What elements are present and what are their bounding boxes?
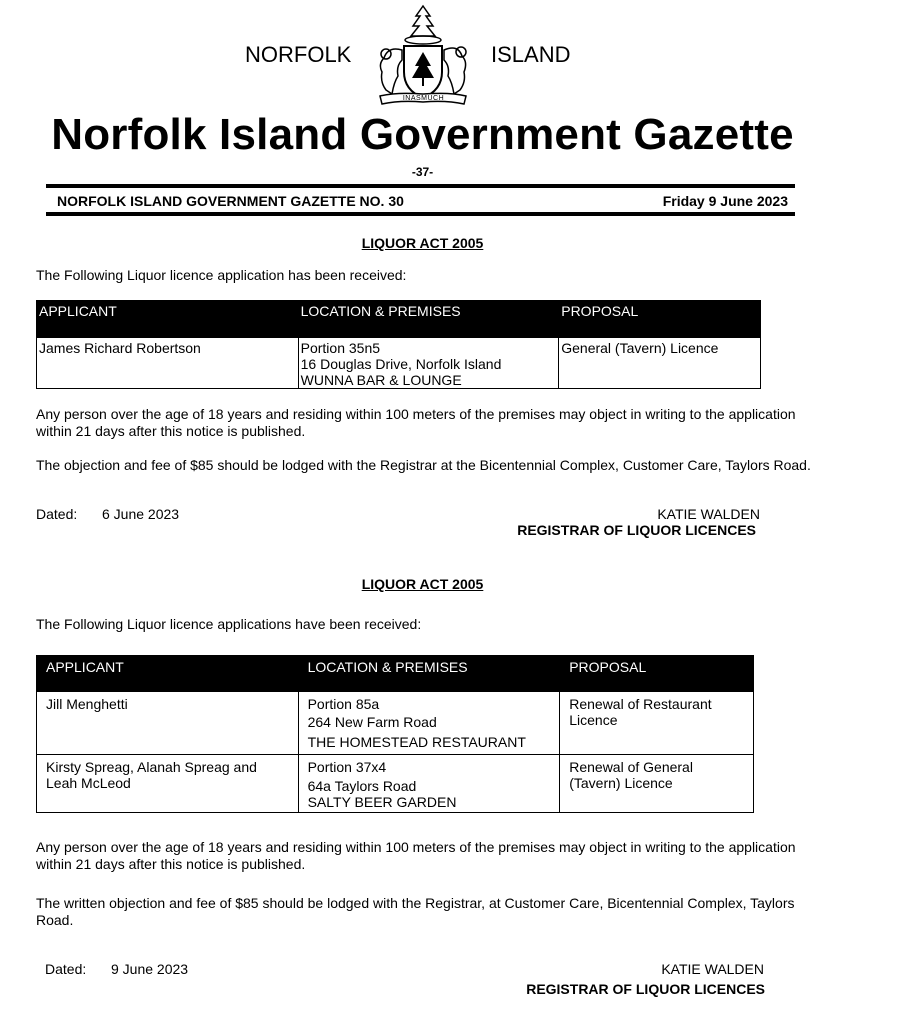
table-row <box>37 692 754 755</box>
location-address: 264 New Farm Road <box>307 714 437 730</box>
masthead-left-word: NORFOLK <box>245 42 352 67</box>
proposal-cell: Renewal of Restaurant Licence <box>560 692 754 755</box>
location-portion: Portion 37x4 <box>307 759 387 775</box>
notice2-dated-label: Dated: <box>45 961 87 977</box>
notice2-heading: LIQUOR ACT 2005 <box>361 576 484 592</box>
location-premises: THE HOMESTEAD RESTAURANT <box>307 734 526 750</box>
applicant-cell: James Richard Robertson <box>37 338 299 389</box>
column-header-proposal: PROPOSAL <box>560 656 754 692</box>
location-premises: WUNNA BAR & LOUNGE <box>300 372 462 388</box>
applicant-cell: Jill Menghetti <box>37 692 299 755</box>
masthead-right-word: ISLAND <box>491 42 571 67</box>
proposal-cell: Renewal of General (Tavern) Licence <box>560 755 754 813</box>
gazette-number: NORFOLK ISLAND GOVERNMENT GAZETTE NO. 30 <box>57 193 404 209</box>
location-address: 64a Taylors Road <box>307 778 417 794</box>
location-premises: SALTY BEER GARDEN <box>307 794 457 810</box>
column-header-applicant: APPLICANT <box>37 301 299 338</box>
notice1-intro: The Following Liquor licence application has been received: <box>36 267 407 283</box>
table-header-row <box>37 301 761 338</box>
column-header-applicant: APPLICANT <box>37 656 299 692</box>
location-portion: Portion 85a <box>307 696 380 712</box>
applicant-cell: Kirsty Spreag, Alanah Spreag and Leah McLeod <box>37 755 299 813</box>
table-row <box>37 755 754 813</box>
notice1-table <box>36 300 761 389</box>
notice1-signatory-title: REGISTRAR OF LIQUOR LICENCES <box>517 522 756 538</box>
column-header-location: LOCATION & PREMISES <box>298 656 560 692</box>
notice1-dated-value: 6 June 2023 <box>102 506 180 522</box>
location-cell <box>298 692 560 755</box>
header-rule-top <box>46 184 795 188</box>
page-number: -37- <box>411 165 434 179</box>
location-cell <box>298 755 560 813</box>
column-header-location: LOCATION & PREMISES <box>298 301 559 338</box>
notice2-table <box>36 655 754 813</box>
notice1-objection-para1: Any person over the age of 18 years and residing within 100 meters of the premises may object in writing to the application within 21 days after this notice is published. <box>36 406 796 439</box>
gazette-date: Friday 9 June 2023 <box>662 193 788 209</box>
location-address: 16 Douglas Drive, Norfolk Island <box>300 356 502 372</box>
notice1-dated-label: Dated: <box>36 506 78 522</box>
crest-motto: INASMUCH <box>402 95 445 102</box>
notice2-intro: The Following Liquor licence applications have been received: <box>36 616 422 632</box>
column-header-proposal: PROPOSAL <box>559 301 761 338</box>
gazette-title: Norfolk Island Government Gazette <box>51 110 794 159</box>
table-row <box>37 338 761 389</box>
notice1-signatory-name: KATIE WALDEN <box>657 506 760 522</box>
header-rule-bottom <box>46 212 795 216</box>
notice1-heading: LIQUOR ACT 2005 <box>361 235 484 251</box>
coat-of-arms-icon <box>366 2 481 108</box>
notice2-objection-para2: The written objection and fee of $85 should be lodged with the Registrar, at Customer Care, Bicentennial Complex, Taylors Road. <box>36 895 795 928</box>
notice2-objection-para1: Any person over the age of 18 years and residing within 100 meters of the premises may object in writing to the application within 21 days after this notice is published. <box>36 839 796 872</box>
notice2-signatory-name: KATIE WALDEN <box>661 961 764 977</box>
notice1-objection-para2: The objection and fee of $85 should be lodged with the Registrar at the Bicentennial Complex, Customer Care, Taylors Road. <box>36 457 811 473</box>
notice2-signatory-title: REGISTRAR OF LIQUOR LICENCES <box>526 981 765 997</box>
table-header-row <box>37 656 754 692</box>
proposal-cell: General (Tavern) Licence <box>559 338 761 389</box>
location-portion: Portion 35n5 <box>300 340 381 356</box>
location-cell <box>298 338 559 389</box>
notice2-dated-value: 9 June 2023 <box>111 961 189 977</box>
